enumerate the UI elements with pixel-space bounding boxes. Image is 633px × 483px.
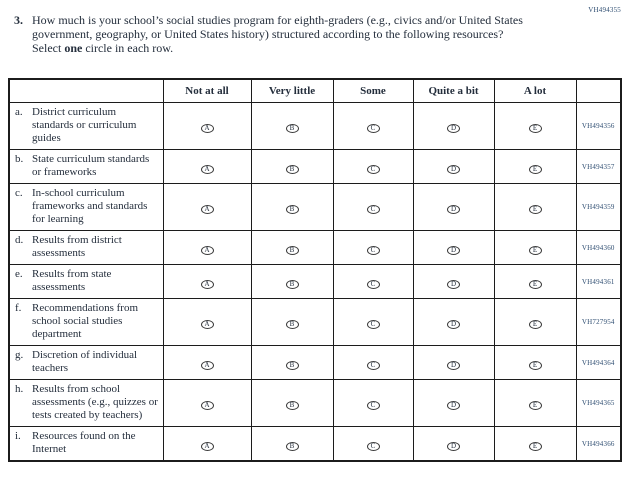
cell-not-at-all (163, 184, 251, 231)
option-bubble-b[interactable]: B (286, 205, 299, 214)
row-letter: a. (15, 106, 23, 118)
cell-very-little (251, 265, 333, 299)
row-label-cell (9, 380, 163, 427)
row-letter: i. (15, 430, 21, 442)
table-row (9, 150, 621, 184)
cell-very-little (251, 231, 333, 265)
cell-a-lot (494, 231, 576, 265)
table-row (9, 103, 621, 150)
cell-quite-a-bit (413, 427, 494, 462)
page-accession-code: VH494355 (588, 6, 621, 14)
cell-not-at-all (163, 299, 251, 346)
cell-not-at-all (163, 346, 251, 380)
cell-some (333, 380, 413, 427)
header-not-at-all: Not at all (163, 79, 251, 103)
item-code: VH494360 (576, 231, 621, 265)
row-letter: h. (15, 383, 24, 395)
cell-very-little (251, 103, 333, 150)
table-row (9, 184, 621, 231)
question-text (32, 13, 532, 55)
option-bubble-b[interactable]: B (286, 246, 299, 255)
header-empty-code (576, 79, 621, 103)
table-row (9, 299, 621, 346)
cell-quite-a-bit (413, 184, 494, 231)
response-matrix-table (8, 78, 622, 462)
option-bubble-e[interactable]: E (529, 205, 542, 214)
cell-quite-a-bit (413, 265, 494, 299)
row-label-cell (9, 265, 163, 299)
row-letter: g. (15, 349, 24, 361)
cell-quite-a-bit (413, 346, 494, 380)
cell-quite-a-bit (413, 231, 494, 265)
cell-some (333, 427, 413, 462)
option-bubble-d[interactable]: D (447, 246, 460, 255)
option-bubble-c[interactable]: C (367, 205, 380, 214)
row-label-cell (9, 427, 163, 462)
item-code: VH727954 (576, 299, 621, 346)
option-bubble-b[interactable]: B (286, 124, 299, 133)
option-bubble-e[interactable]: E (529, 165, 542, 174)
cell-a-lot (494, 380, 576, 427)
row-label: State curriculum standards or frameworks (32, 153, 150, 178)
cell-quite-a-bit (413, 380, 494, 427)
cell-a-lot (494, 427, 576, 462)
option-bubble-c[interactable]: C (367, 280, 380, 289)
cell-very-little (251, 150, 333, 184)
cell-a-lot (494, 346, 576, 380)
item-code: VH494361 (576, 265, 621, 299)
option-bubble-d[interactable]: D (447, 401, 460, 410)
table-row (9, 231, 621, 265)
option-bubble-e[interactable]: E (529, 401, 542, 410)
option-bubble-a[interactable]: A (201, 361, 214, 370)
question-text-part1: How much is your school’s social studies program for eighth-graders (e.g., civics and/or United States government, geography, or United States history) structured according to the following resources? Select (32, 13, 523, 55)
option-bubble-c[interactable]: C (367, 442, 380, 451)
option-bubble-a[interactable]: A (201, 246, 214, 255)
row-label-cell (9, 184, 163, 231)
question-number: 3. (14, 13, 23, 27)
cell-not-at-all (163, 150, 251, 184)
option-bubble-b[interactable]: B (286, 280, 299, 289)
option-bubble-e[interactable]: E (529, 280, 542, 289)
row-label: Recommendations from school social studies department (32, 302, 139, 340)
option-bubble-a[interactable]: A (201, 320, 214, 329)
cell-some (333, 346, 413, 380)
row-letter: d. (15, 234, 24, 246)
cell-very-little (251, 380, 333, 427)
header-empty-label (9, 79, 163, 103)
item-code: VH494366 (576, 427, 621, 462)
option-bubble-c[interactable]: C (367, 246, 380, 255)
option-bubble-b[interactable]: B (286, 320, 299, 329)
cell-not-at-all (163, 265, 251, 299)
cell-quite-a-bit (413, 150, 494, 184)
option-bubble-d[interactable]: D (447, 361, 460, 370)
table-row (9, 380, 621, 427)
row-letter: e. (15, 268, 23, 280)
option-bubble-a[interactable]: A (201, 280, 214, 289)
cell-a-lot (494, 299, 576, 346)
table-row (9, 265, 621, 299)
option-bubble-a[interactable]: A (201, 165, 214, 174)
header-some: Some (333, 79, 413, 103)
question-text-bold: one (64, 41, 83, 55)
cell-a-lot (494, 184, 576, 231)
option-bubble-a[interactable]: A (201, 401, 214, 410)
option-bubble-e[interactable]: E (529, 442, 542, 451)
table-row (9, 427, 621, 462)
option-bubble-e[interactable]: E (529, 124, 542, 133)
row-letter: f. (15, 302, 22, 314)
cell-not-at-all (163, 231, 251, 265)
item-code: VH494364 (576, 346, 621, 380)
question-text-part2: circle in each row. (82, 41, 174, 55)
item-code: VH494365 (576, 380, 621, 427)
option-bubble-d[interactable]: D (447, 205, 460, 214)
item-code: VH494357 (576, 150, 621, 184)
cell-not-at-all (163, 427, 251, 462)
header-very-little: Very little (251, 79, 333, 103)
item-code: VH494356 (576, 103, 621, 150)
cell-some (333, 184, 413, 231)
cell-a-lot (494, 150, 576, 184)
header-quite-a-bit: Quite a bit (413, 79, 494, 103)
row-label: Results from district assessments (32, 234, 122, 259)
cell-very-little (251, 299, 333, 346)
question-block (14, 13, 554, 55)
option-bubble-d[interactable]: D (447, 165, 460, 174)
option-bubble-d[interactable]: D (447, 320, 460, 329)
cell-quite-a-bit (413, 299, 494, 346)
row-label: District curriculum standards or curriculum guides (32, 106, 137, 144)
row-label-cell (9, 150, 163, 184)
cell-a-lot (494, 103, 576, 150)
option-bubble-c[interactable]: C (367, 320, 380, 329)
cell-very-little (251, 427, 333, 462)
option-bubble-b[interactable]: B (286, 165, 299, 174)
cell-a-lot (494, 265, 576, 299)
option-bubble-e[interactable]: E (529, 320, 542, 329)
cell-some (333, 103, 413, 150)
option-bubble-c[interactable]: C (367, 361, 380, 370)
option-bubble-d[interactable]: D (447, 124, 460, 133)
option-bubble-d[interactable]: D (447, 280, 460, 289)
row-label-cell (9, 231, 163, 265)
header-a-lot: A lot (494, 79, 576, 103)
option-bubble-a[interactable]: A (201, 205, 214, 214)
cell-not-at-all (163, 380, 251, 427)
row-label-cell (9, 346, 163, 380)
option-bubble-c[interactable]: C (367, 165, 380, 174)
row-label-cell (9, 299, 163, 346)
cell-very-little (251, 346, 333, 380)
row-label-cell (9, 103, 163, 150)
option-bubble-c[interactable]: C (367, 124, 380, 133)
option-bubble-b[interactable]: B (286, 442, 299, 451)
header-row (9, 79, 621, 103)
row-letter: c. (15, 187, 23, 199)
option-bubble-d[interactable]: D (447, 442, 460, 451)
row-label: Results from school assessments (e.g., quizzes or tests created by teachers) (32, 383, 158, 421)
option-bubble-c[interactable]: C (367, 401, 380, 410)
row-label: Resources found on the Internet (32, 430, 136, 455)
option-bubble-a[interactable]: A (201, 442, 214, 451)
cell-quite-a-bit (413, 103, 494, 150)
row-label: Discretion of individual teachers (32, 349, 138, 374)
cell-not-at-all (163, 103, 251, 150)
cell-some (333, 299, 413, 346)
table-row (9, 346, 621, 380)
cell-some (333, 150, 413, 184)
item-code: VH494359 (576, 184, 621, 231)
option-bubble-b[interactable]: B (286, 401, 299, 410)
cell-some (333, 265, 413, 299)
option-bubble-e[interactable]: E (529, 361, 542, 370)
cell-some (333, 231, 413, 265)
option-bubble-e[interactable]: E (529, 246, 542, 255)
row-label: In-school curriculum frameworks and standards for learning (32, 187, 148, 225)
row-letter: b. (15, 153, 24, 165)
option-bubble-a[interactable]: A (201, 124, 214, 133)
cell-very-little (251, 184, 333, 231)
option-bubble-b[interactable]: B (286, 361, 299, 370)
row-label: Results from state assessments (32, 268, 112, 293)
